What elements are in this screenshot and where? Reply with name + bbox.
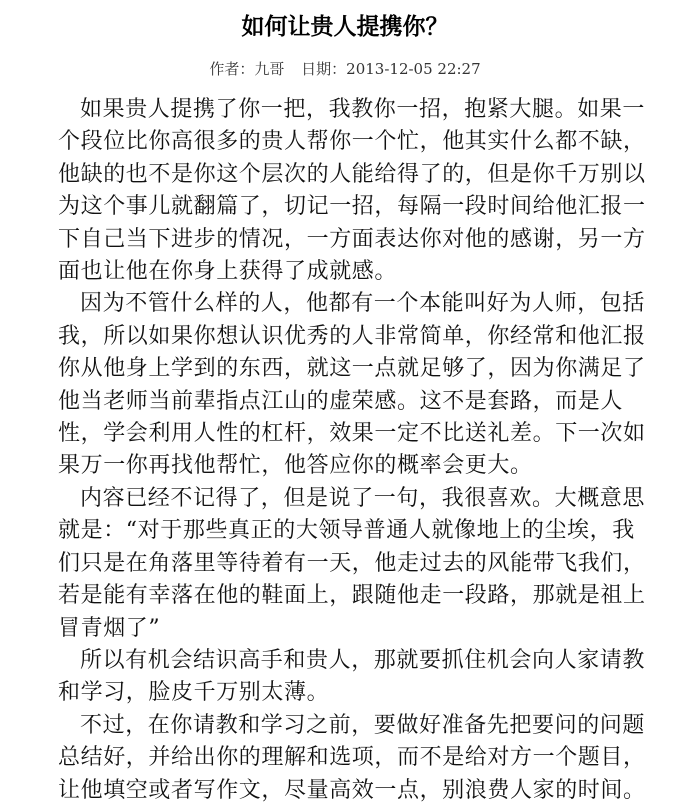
- article-author: 作者：九哥: [209, 60, 285, 78]
- article-meta: [0, 58, 690, 80]
- paragraph: 如果贵人提携了你一把，我教你一招，抱紧大腿。如果一个段位比你高很多的贵人帮你一个忙，他其实什么都不缺，他缺的也不是你这个层次的人能给得了的，但是你千万别以为这个事儿就翻篇了，切记一招，每隔一段时间给他汇报一下自己当下进步的情况，一方面表达你对他的感谢，另一方面也让他在你身上获得了成就感。: [58, 97, 646, 285]
- article-title: 如何让贵人提携你？: [241, 14, 449, 40]
- article-body: [58, 94, 646, 807]
- paragraph: 因为不管什么样的人，他都有一个本能叫好为人师，包括我，所以如果你想认识优秀的人非常简单，你经常和他汇报你从他身上学到的东西，就这一点就足够了，因为你满足了他当老师当前辈指点江山的虚荣感。这不是套路，而是人性，学会利用人性的杠杆，效果一定不比送礼差。下一次如果万一你再找他帮忙，他答应你的概率会更大。: [58, 291, 646, 479]
- paragraph: 内容已经不记得了，但是说了一句，我很喜欢。大概意思就是：“对于那些真正的大领导普通人就像地上的尘埃，我们只是在角落里等待着有一天，他走过去的风能带飞我们，若是能有幸落在他的鞋面上，跟随他走一段路，那就是祖上冒青烟了”: [58, 485, 646, 641]
- paragraph: 不过，在你请教和学习之前，要做好准备先把要问的问题总结好，并给出你的理解和选项，而不是给对方一个题目，让他填空或者写作文，尽量高效一点，别浪费人家的时间。: [58, 712, 646, 803]
- paragraph: 所以有机会结识高手和贵人，那就要抓住机会向人家请教和学习，脸皮千万别太薄。: [58, 647, 646, 706]
- article-date: 日期：2013-12-05 22:27: [301, 60, 481, 78]
